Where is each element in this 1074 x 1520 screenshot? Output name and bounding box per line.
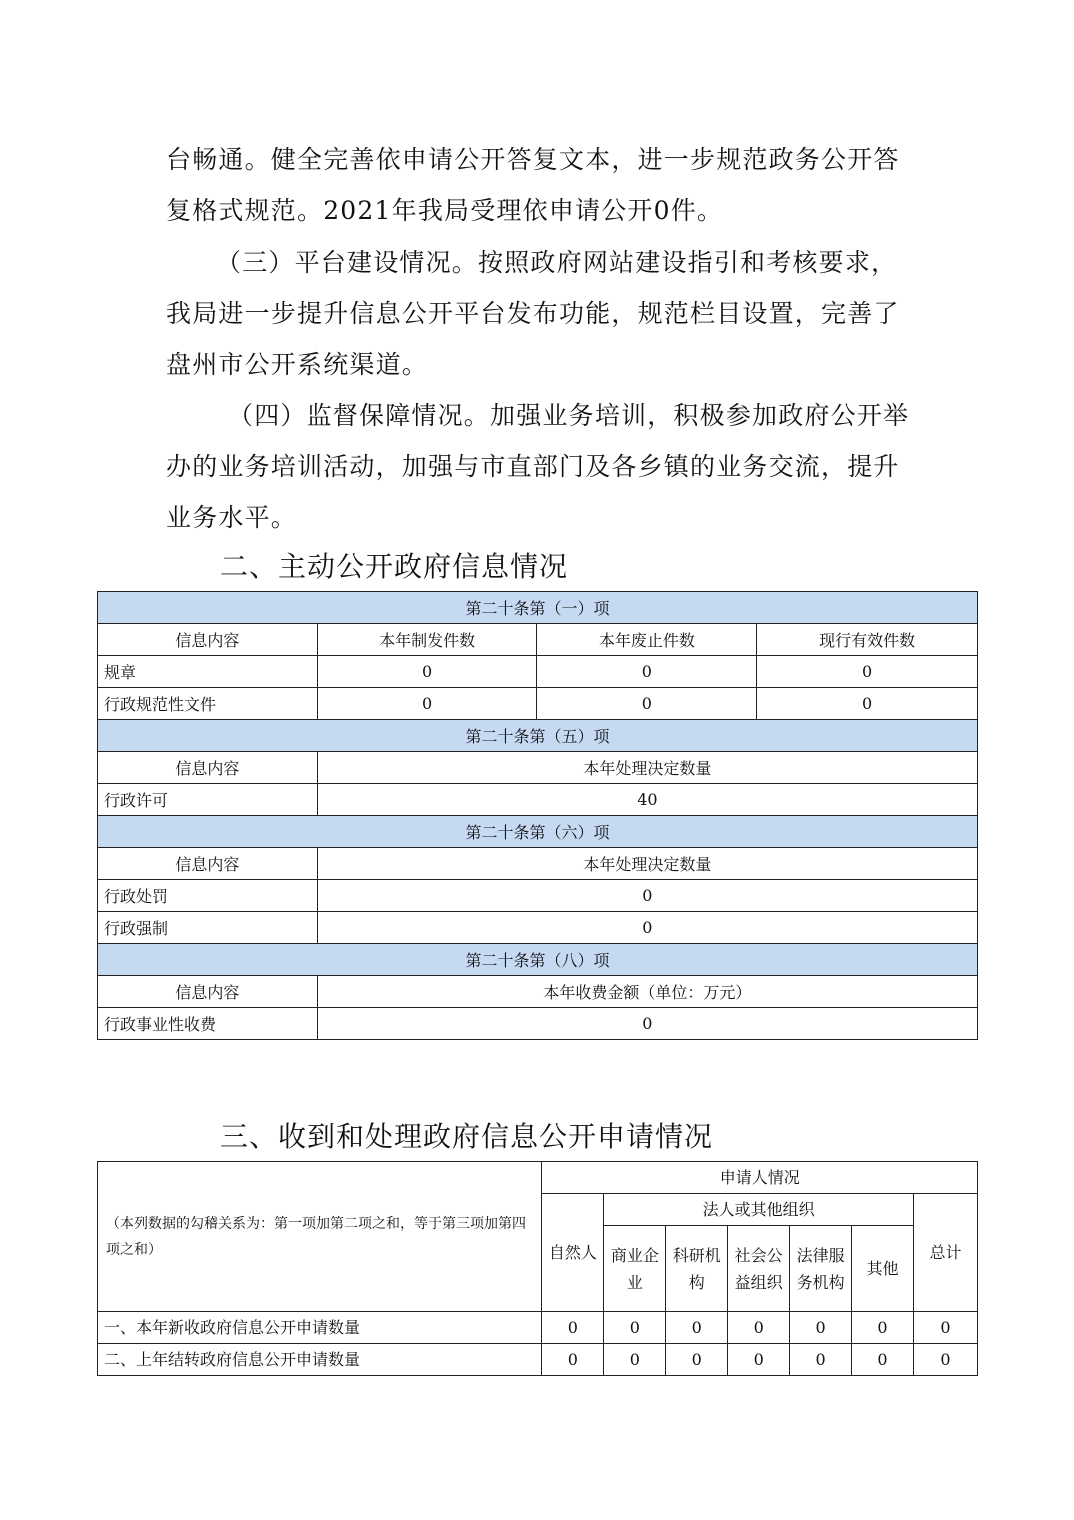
cell-value: 40: [317, 784, 977, 816]
table-row: [98, 784, 978, 816]
cell-value: 0: [790, 1312, 852, 1344]
cell-value: 0: [852, 1312, 914, 1344]
header-public-welfare: 社会公益组织: [728, 1226, 790, 1312]
cell-value: 0: [913, 1312, 977, 1344]
cell-value: 0: [913, 1344, 977, 1376]
table-row: [98, 912, 978, 944]
header-other: 其他: [852, 1226, 914, 1312]
header-info-content: 信息内容: [98, 752, 318, 784]
table-row: [98, 880, 978, 912]
row-label: 规章: [98, 656, 318, 688]
row-label: 行政处罚: [98, 880, 318, 912]
cell-value: 0: [757, 688, 978, 720]
proactive-disclosure-table: [97, 591, 978, 1040]
header-info-content: 信息内容: [98, 976, 318, 1008]
cell-value: 0: [757, 656, 978, 688]
header-fee-amount: 本年收费金额（单位：万元）: [317, 976, 977, 1008]
paragraph-label: （四）监督保障情况。: [228, 401, 491, 430]
table-row: [98, 656, 978, 688]
row-label: 行政许可: [98, 784, 318, 816]
section-row-article-20-1: 第二十条第（一）项: [98, 592, 978, 624]
cell-value: 0: [666, 1312, 728, 1344]
row-label: 一、本年新收政府信息公开申请数量: [98, 1312, 542, 1344]
paragraph-text: 按照政府网站建设指引和考核要求，我局进一步提升信息公开平台发布功能，规范栏目设置，完善了盘州市公开系统渠道。: [166, 248, 900, 379]
cell-value: 0: [317, 912, 977, 944]
section-heading-applications: 三、收到和处理政府信息公开申请情况: [220, 1120, 714, 1153]
table-row: [98, 1008, 978, 1040]
cell-value: 0: [317, 656, 537, 688]
header-valid-count: 现行有效件数: [757, 624, 978, 656]
paragraph-supervision: [166, 390, 914, 543]
cell-value: 0: [604, 1344, 666, 1376]
cell-value: 0: [542, 1312, 604, 1344]
cell-value: 0: [317, 688, 537, 720]
cell-value: 0: [666, 1344, 728, 1376]
row-label: 行政强制: [98, 912, 318, 944]
header-business: 商业企业: [604, 1226, 666, 1312]
header-applicant: 申请人情况: [542, 1162, 978, 1194]
cell-value: 0: [604, 1312, 666, 1344]
table-row: [98, 688, 978, 720]
cell-value: 0: [852, 1344, 914, 1376]
paragraph-label: （三）平台建设情况。: [216, 248, 479, 277]
header-decision-count: 本年处理决定数量: [317, 848, 977, 880]
header-legal-entity: 法人或其他组织: [604, 1194, 914, 1226]
row-label: 行政规范性文件: [98, 688, 318, 720]
cell-value: 0: [317, 880, 977, 912]
consistency-note: （本列数据的勾稽关系为：第一项加第二项之和，等于第三项加第四项之和）: [98, 1162, 542, 1312]
header-info-content: 信息内容: [98, 624, 318, 656]
header-legal-service: 法律服务机构: [790, 1226, 852, 1312]
header-research: 科研机构: [666, 1226, 728, 1312]
row-label: 二、上年结转政府信息公开申请数量: [98, 1344, 542, 1376]
section-heading-proactive: 二、主动公开政府信息情况: [220, 550, 569, 583]
cell-value: 0: [542, 1344, 604, 1376]
cell-value: 0: [728, 1312, 790, 1344]
header-total: 总计: [913, 1194, 977, 1312]
header-decision-count: 本年处理决定数量: [317, 752, 977, 784]
section-row-article-20-6: 第二十条第（六）项: [98, 816, 978, 848]
cell-value: 0: [537, 656, 757, 688]
application-table: [97, 1161, 978, 1376]
cell-value: 0: [317, 1008, 977, 1040]
header-issued-count: 本年制发件数: [317, 624, 537, 656]
header-abolished-count: 本年废止件数: [537, 624, 757, 656]
table-row: [98, 1312, 978, 1344]
header-info-content: 信息内容: [98, 848, 318, 880]
table-row: [98, 1344, 978, 1376]
row-label: 行政事业性收费: [98, 1008, 318, 1040]
cell-value: 0: [728, 1344, 790, 1376]
section-row-article-20-5: 第二十条第（五）项: [98, 720, 978, 752]
paragraph-text: 加强业务培训，积极参加政府公开举办的业务培训活动，加强与市直部门及各乡镇的业务交流，提升业务水平。: [166, 401, 910, 532]
cell-value: 0: [790, 1344, 852, 1376]
cell-value: 0: [537, 688, 757, 720]
paragraph-platform-construction: [166, 237, 914, 390]
paragraph-platform: 台畅通。健全完善依申请公开答复文本，进一步规范政务公开答复格式规范。2021年我局受理依申请公开0件。: [166, 145, 900, 225]
header-natural-person: 自然人: [542, 1194, 604, 1312]
section-row-article-20-8: 第二十条第（八）项: [98, 944, 978, 976]
